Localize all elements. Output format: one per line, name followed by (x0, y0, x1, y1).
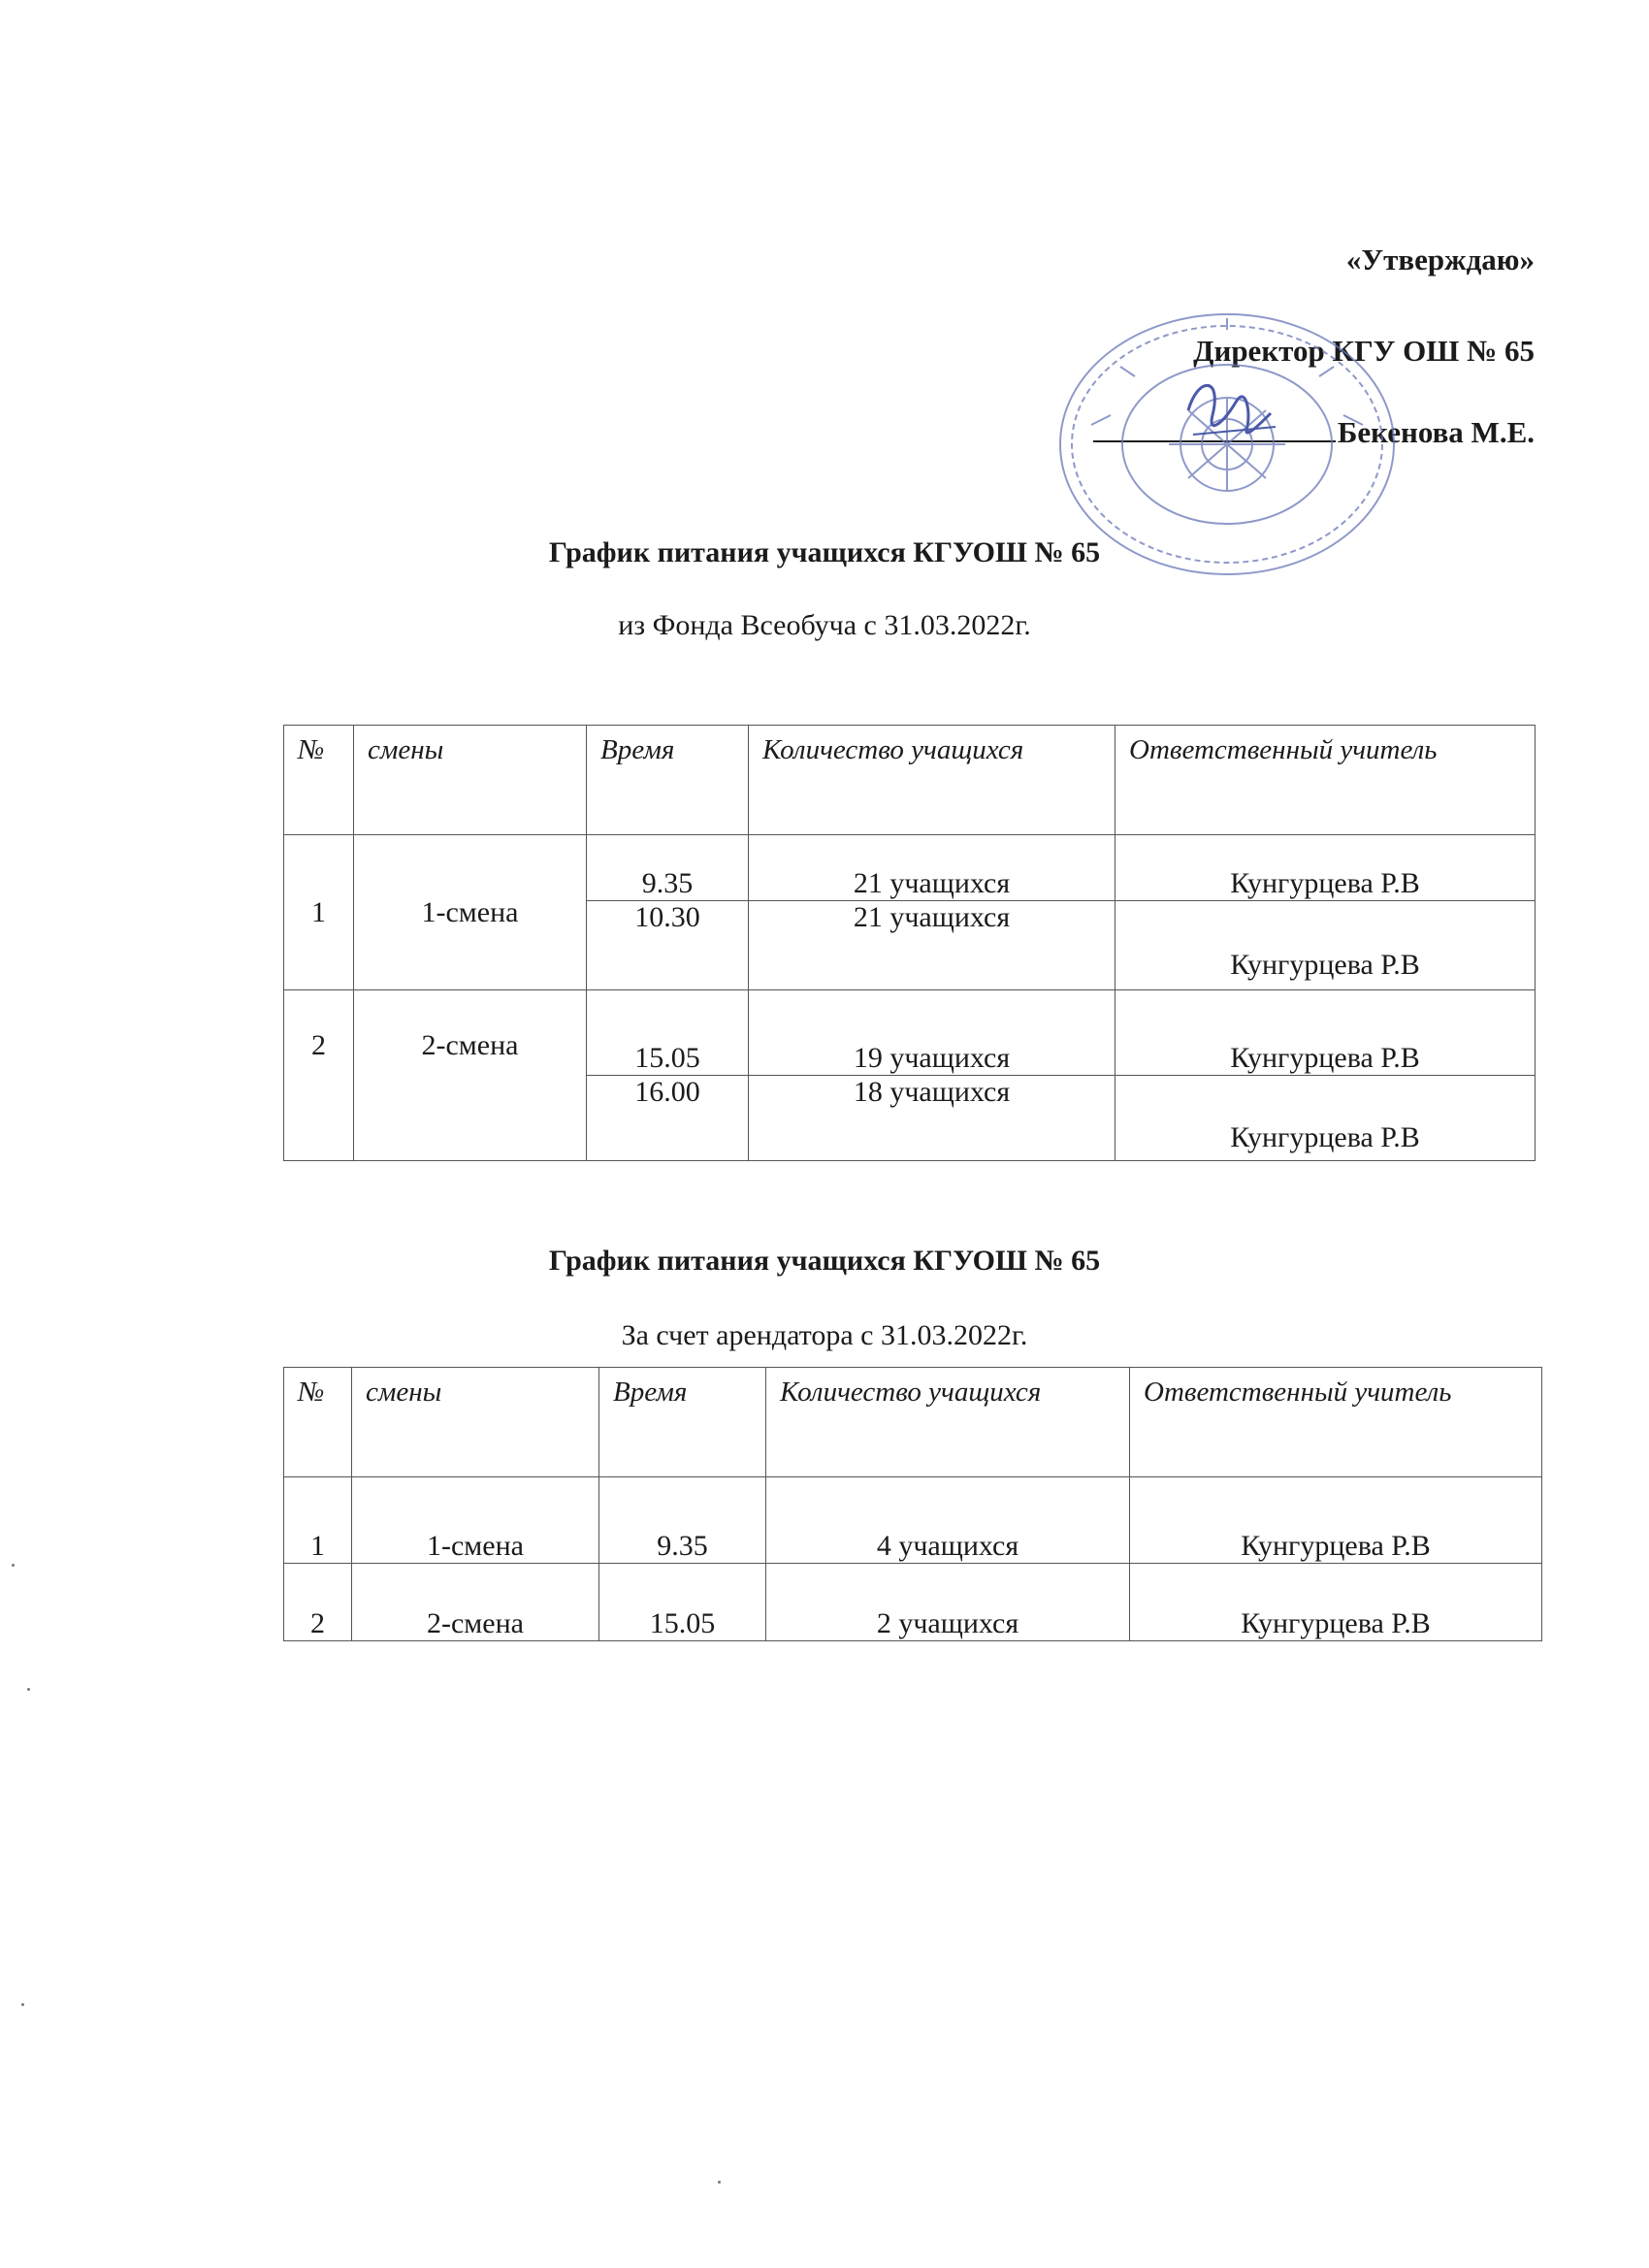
header-number: № (284, 1368, 352, 1477)
table-header-row (284, 1368, 1542, 1477)
row-number: 2 (284, 990, 354, 1161)
row-shift: 2-смена (354, 990, 587, 1161)
row-teacher: Кунгурцева Р.В (1116, 835, 1536, 901)
row-count: 21 учащихся (749, 901, 1116, 990)
table-header-row (284, 726, 1536, 835)
table-row (284, 1477, 1542, 1564)
scan-speck (718, 2181, 721, 2184)
header-teacher: Ответственный учитель (1116, 726, 1536, 835)
row-teacher: Кунгурцева Р.В (1130, 1477, 1542, 1564)
header-count: Количество учащихся (749, 726, 1116, 835)
schedule-subtitle-1: из Фонда Всеобуча с 31.03.2022г. (618, 609, 1031, 641)
row-time: 16.00 (587, 1076, 749, 1161)
schedule-title-2: График питания учащихся КГУОШ № 65 (548, 1245, 1101, 1277)
row-teacher: Кунгурцева Р.В (1116, 901, 1536, 990)
schedule-title-1: График питания учащихся КГУОШ № 65 (548, 536, 1101, 568)
row-teacher: Кунгурцева Р.В (1116, 1076, 1536, 1161)
row-number: 2 (284, 1564, 352, 1641)
scan-speck (21, 2003, 24, 2006)
row-teacher: Кунгурцева Р.В (1130, 1564, 1542, 1641)
header-time: Время (599, 1368, 766, 1477)
row-count: 2 учащихся (766, 1564, 1130, 1641)
header-count: Количество учащихся (766, 1368, 1130, 1477)
schedule-subtitle-2: За счет арендатора с 31.03.2022г. (621, 1319, 1028, 1351)
row-shift: 2-смена (352, 1564, 599, 1641)
director-position: Директор КГУ ОШ № 65 (1193, 334, 1535, 368)
scan-speck (27, 1688, 30, 1691)
header-time: Время (587, 726, 749, 835)
table-row (284, 1564, 1542, 1641)
row-time: 15.05 (599, 1564, 766, 1641)
schedule-table-1 (283, 725, 1536, 1161)
row-count: 18 учащихся (749, 1076, 1116, 1161)
row-time: 9.35 (587, 835, 749, 901)
row-count: 19 учащихся (749, 990, 1116, 1076)
approval-title: «Утверждаю» (1345, 243, 1535, 276)
header-number: № (284, 726, 354, 835)
row-teacher: Кунгурцева Р.В (1116, 990, 1536, 1076)
table-row (284, 835, 1536, 901)
header-shift: смены (354, 726, 587, 835)
header-teacher: Ответственный учитель (1130, 1368, 1542, 1477)
row-time: 10.30 (587, 901, 749, 990)
table-row (284, 990, 1536, 1076)
row-shift: 1-смена (352, 1477, 599, 1564)
schedule-table-2 (283, 1367, 1542, 1641)
signer-name: Бекенова М.Е. (1337, 415, 1535, 449)
row-count: 21 учащихся (749, 835, 1116, 901)
row-time: 15.05 (587, 990, 749, 1076)
row-number: 1 (284, 1477, 352, 1564)
row-number: 1 (284, 835, 354, 990)
scan-speck (12, 1564, 15, 1567)
header-shift: смены (352, 1368, 599, 1477)
row-shift: 1-смена (354, 835, 587, 990)
row-count: 4 учащихся (766, 1477, 1130, 1564)
row-time: 9.35 (599, 1477, 766, 1564)
